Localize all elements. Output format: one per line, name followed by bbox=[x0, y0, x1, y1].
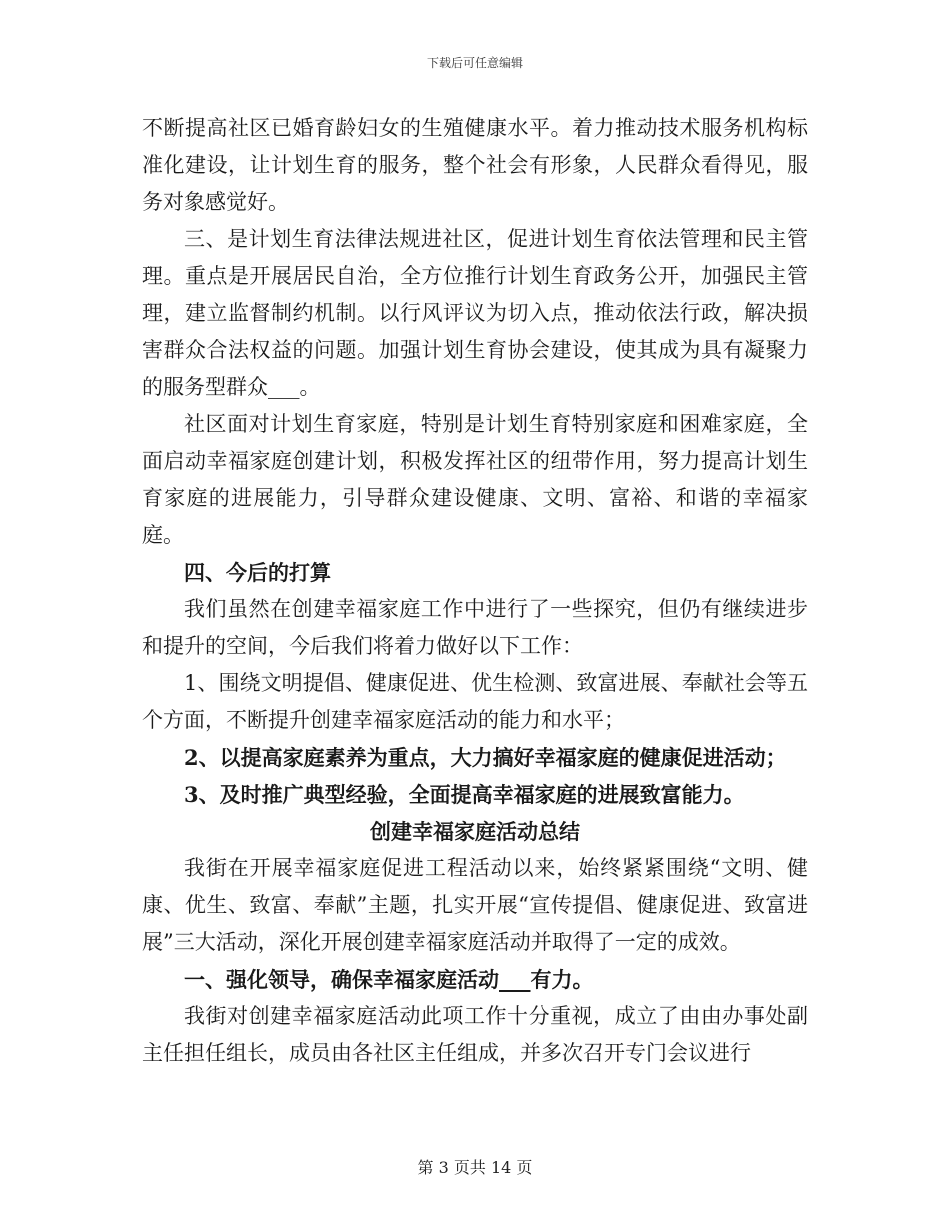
section-heading-future-plans: 四、今后的打算 bbox=[184, 560, 331, 585]
document-title: 创建幸福家庭活动总结 bbox=[370, 819, 580, 844]
paragraph-future-intro: 我们虽然在创建幸福家庭工作中进行了一些探究，但仍有继续进步和提升的空间，今后我们将着力做好以下工作： bbox=[142, 597, 808, 658]
list-item-3: 3、及时推广典型经验，全面提高幸福家庭的进展致富能力。 bbox=[184, 782, 745, 807]
page-header: 下载后可任意编辑 bbox=[426, 56, 523, 70]
list-item-2: 2、以提高家庭素养为重点，大力搞好幸福家庭的健康促进活动； bbox=[184, 745, 787, 770]
list-item-1: 1、围绕文明提倡、健康促进、优生检测、致富进展、奉献社会等五个方面，不断提升创建幸福家庭活动的能力和水平； bbox=[142, 671, 808, 732]
section-heading-leadership: 一、强化领导，确保幸福家庭活动___有力。 bbox=[184, 967, 594, 992]
document-body bbox=[142, 110, 808, 1072]
paragraph-family-plan: 社区面对计划生育家庭，特别是计划生育特别家庭和困难家庭，全面启动幸福家庭创建计划，积极发挥社区的纽带作用，努力提高计划生育家庭的进展能力，引导群众建设健康、文明、富裕、和谐的幸福家庭。 bbox=[142, 412, 808, 547]
paragraph-leadership: 我街对创建幸福家庭活动此项工作十分重视，成立了由由办事处副主任担任组长，成员由各社区主任组成，并多次召开专门会议进行 bbox=[142, 1004, 808, 1065]
paragraph-summary-intro: 我街在开展幸福家庭促进工程活动以来，始终紧紧围绕“文明、健康、优生、致富、奉献”主题，扎实开展“宣传提倡、健康促进、致富进展”三大活动，深化开展创建幸福家庭活动并取得了一定的成效。 bbox=[142, 856, 808, 954]
paragraph-continuation: 不断提高社区已婚育龄妇女的生殖健康水平。着力推动技术服务机构标准化建设，让计划生育的服务，整个社会有形象，人民群众看得见，服务对象感觉好。 bbox=[142, 116, 808, 214]
paragraph-section-three: 三、是计划生育法律法规进社区，促进计划生育依法管理和民主管理。重点是开展居民自治，全方位推行计划生育政务公开，加强民主管理，建立监督制约机制。以行风评议为切入点，推动依法行政，解决损害群众合法权益的问题。加强计划生育协会建设，使其成为具有凝聚力的服务型群众___。 bbox=[142, 227, 808, 399]
page-footer: 第 3 页共 14 页 bbox=[417, 1158, 533, 1177]
